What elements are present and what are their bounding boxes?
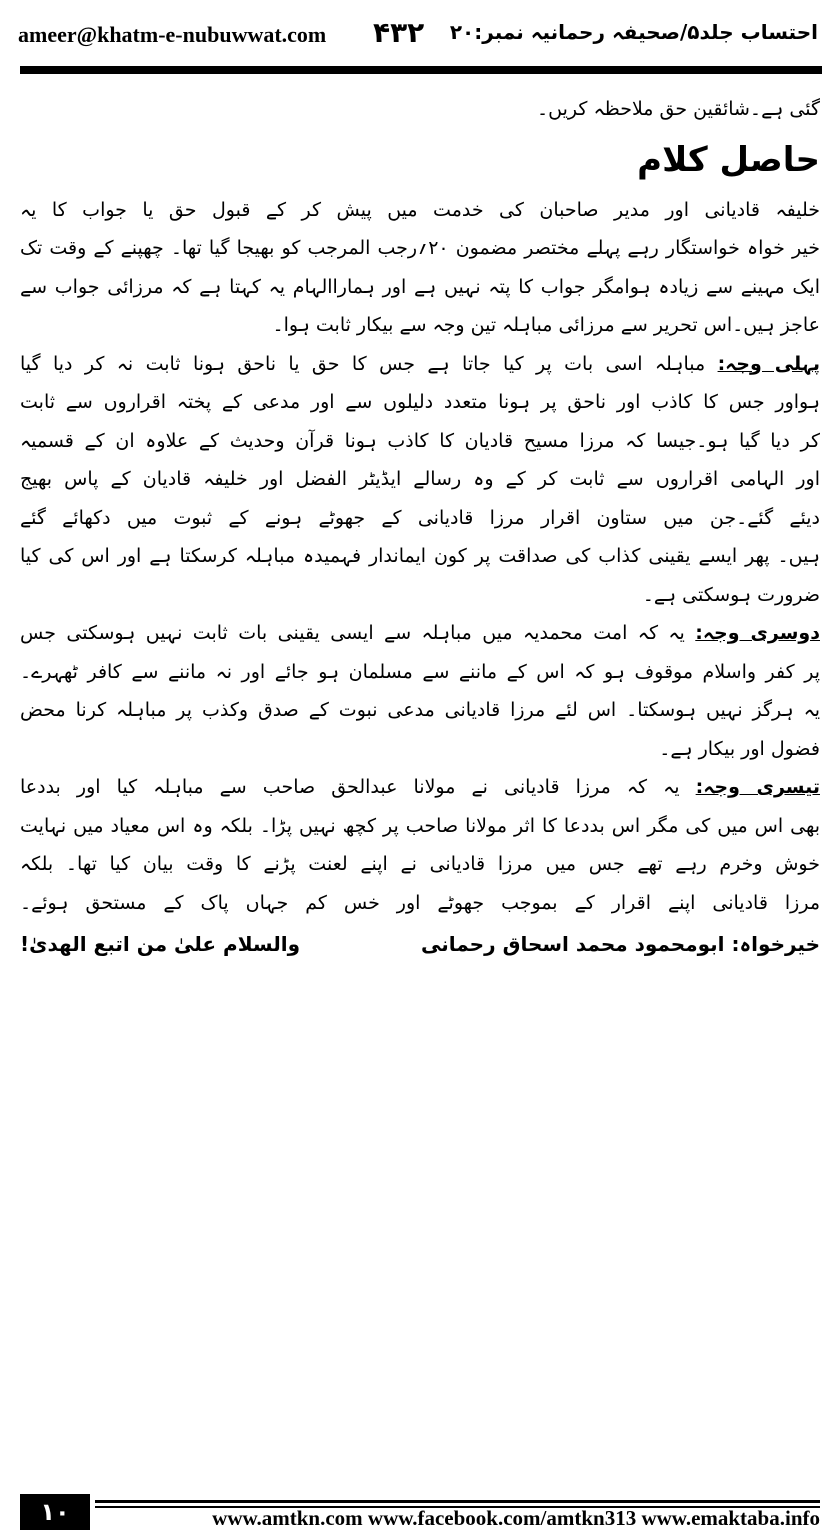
header-journal-title: احتساب جلد۵/صحیفہ رحمانیہ نمبر:۲۰	[449, 20, 818, 44]
reason-label-third: تیسری وجہ:	[695, 776, 820, 798]
header-email: ameer@khatm-e-nubuwwat.com	[18, 22, 327, 47]
text-line: کر دیا گیا ہو۔جیسا کہ مرزا مسیح قادیان کا کاذب ہونا قرآن وحدیث کے علاوہ ان کے قسمیہ	[20, 429, 820, 452]
closing-row	[20, 922, 820, 966]
text-line	[20, 345, 820, 384]
reason-label-first: پہلی وجہ:	[717, 352, 820, 375]
text-line: گئی ہے۔شائقین حق ملاحظہ کریں۔	[537, 98, 820, 120]
text-line: فضول اور بیکار ہے۔	[659, 737, 820, 760]
section-heading: حاصل کلام	[637, 139, 820, 180]
text-line: ایک مہینے سے زیادہ ہوامگر جواب کا پتہ نہیں ہے اور ہماراالہام یہ کہتا ہے کہ مرزائی جواب سے	[20, 275, 820, 298]
signature: خیرخواہ: ابومحمود محمد اسحاق رحمانی	[421, 932, 820, 956]
text-line: ضرورت ہوسکتی ہے۔	[642, 583, 820, 606]
text-line: ہیں۔ پھر ایسے یقینی کذاب کی صداقت پر کون ایماندار فہمیدہ مباہلہ کرسکتا ہے اور اس کی کیا	[20, 545, 820, 567]
reason-label-second: دوسری وجہ:	[695, 622, 820, 644]
text-line: اور الہامی اقراروں سے ثابت کر کے وہ رسالے ایڈیٹر الفضل اور خلیفہ قادیان کے پاس بھیج	[20, 468, 820, 490]
text-fragment: مباہلہ اسی بات پر کیا جاتا ہے جس کا حق یا ناحق ہونا ثابت نہ کر دیا گیا	[20, 352, 706, 375]
text-line	[20, 768, 820, 807]
text-line: بھی اس میں کی مگر اس بددعا کا اثر مولانا صاحب پر کچھ نہیں پڑا۔ بلکہ وہ اس معیاد میں نہایت	[20, 814, 820, 837]
footer-urls: www.amtkn.com www.facebook.com/amtkn313 www.emaktaba.info	[212, 1506, 820, 1530]
page-header	[0, 0, 840, 70]
text-line: خیر خواہ خواستگار رہے پہلے مختصر مضمون ۲۰؍رجب المرجب کو بھیجا گیا تھا۔ چھپنے کے وقت تک	[20, 237, 820, 259]
footer-page-number: ۱۰	[20, 1494, 90, 1530]
header-page-number: ۴۳۲	[373, 16, 425, 49]
article-body	[20, 90, 820, 966]
text-line: دیئے گئے۔جن میں ستاون اقرار مرزا قادیانی کے جھوٹے ہونے کے ثبوت میں دکھائے گئے	[20, 506, 820, 529]
text-fragment: یہ کہ امت محمدیہ میں مباہلہ سے ایسی یقینی بات ثابت نہیں ہوسکتی جس	[20, 622, 685, 644]
text-line	[20, 614, 820, 653]
text-line: ہواور جس کا کاذب اور ناحق پر ہونا متعدد دلیلوں سے اور مدعی کے پختہ اقراروں سے ثابت	[20, 391, 820, 413]
text-line: مرزا قادیانی اپنے اقرار کے بموجب جھوٹے اور خس کم جہاں پاک کے مستحق ہوئے۔	[20, 891, 820, 914]
page-footer	[20, 1494, 820, 1530]
text-line: عاجز ہیں۔اس تحریر سے مرزائی مباہلہ تین وجہ سے بیکار ثابت ہوا۔	[272, 314, 820, 336]
header-rule	[20, 66, 822, 74]
text-line: خوش وخرم رہے تھے جس میں مرزا قادیانی نے اپنے لعنت پڑنے کا وقت بیان کیا تھا۔ بلکہ	[20, 853, 820, 875]
text-line: پر کفر واسلام موقوف ہو کہ اس کے ماننے سے مسلمان ہو جائے اور نہ ماننے سے کافر ٹھہرے۔	[20, 660, 820, 683]
footer-rule	[95, 1500, 820, 1503]
text-line: یہ ہرگز نہیں ہوسکتا۔ اس لئے مرزا قادیانی مدعی نبوت کے صدق وکذب پر مباہلہ کرنا محض	[20, 699, 820, 721]
text-line: خلیفہ قادیانی اور مدیر صاحبان کی خدمت میں پیش کر کے قبول حق یا جواب کا یہ	[20, 198, 820, 221]
text-fragment: یہ کہ مرزا قادیانی نے مولانا عبدالحق صاحب سے مباہلہ کیا اور بددعا	[20, 776, 680, 798]
closing-salutation: والسلام علیٰ من اتبع الھدیٰ!	[20, 932, 301, 956]
